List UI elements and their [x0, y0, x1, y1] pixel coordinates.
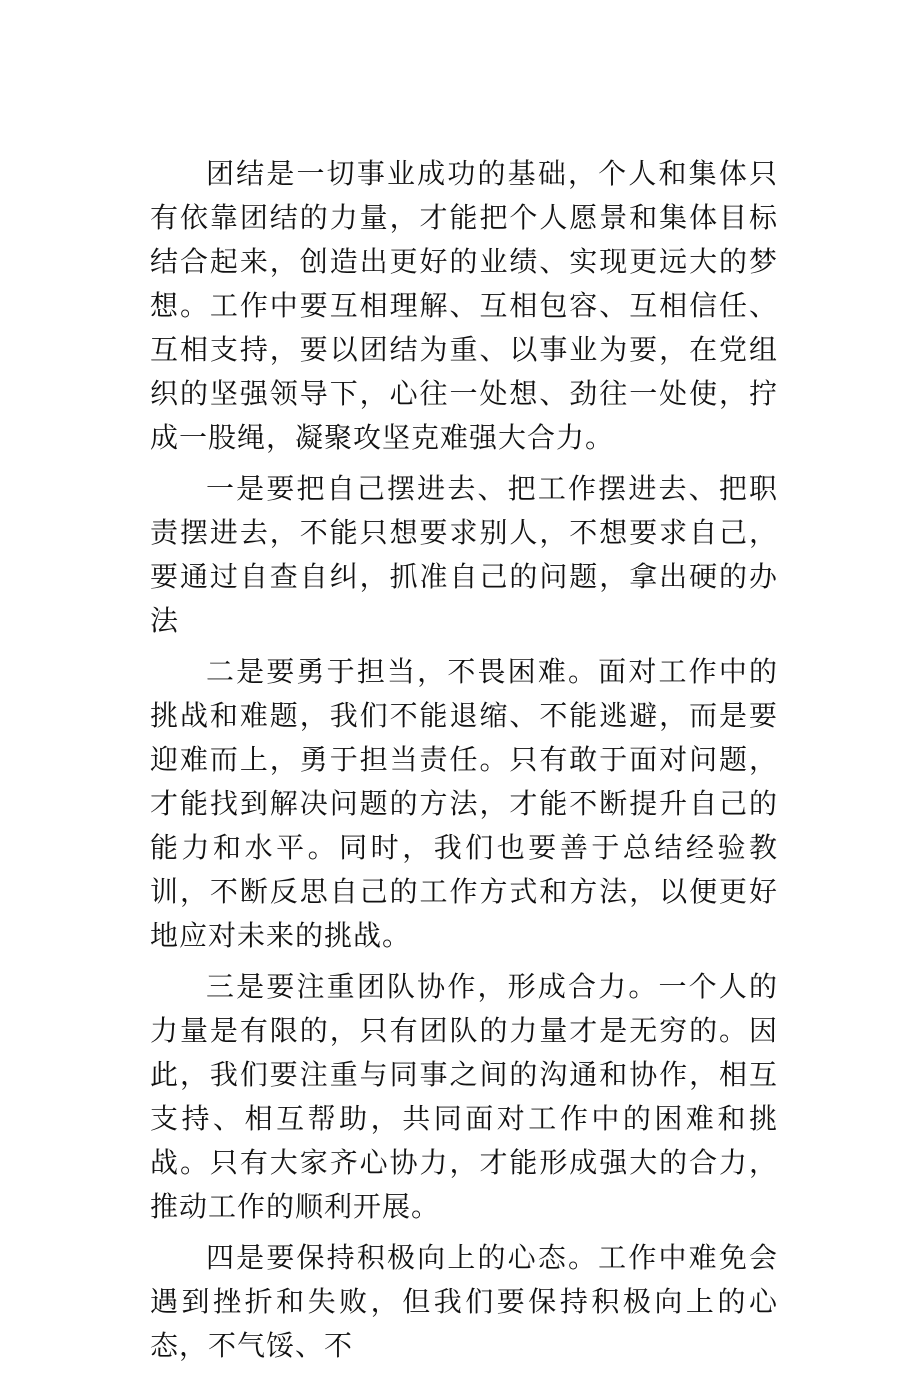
paragraph-point-three: 三是要注重团队协作，形成合力。一个人的力量是有限的，只有团队的力量才是无穷的。因此，我们要注重与同事之间的沟通和协作，相互支持、相互帮助，共同面对工作中的困难和挑战。只有大家齐心协力，才能形成强大的合力，推动工作的顺利开展。 [150, 970, 778, 1223]
paragraph-point-four: 四是要保持积极向上的心态。工作中难免会遇到挫折和失败，但我们要保持积极向上的心态，不气馁、不 [150, 1241, 778, 1362]
paragraph-point-one: 一是要把自己摆进去、把工作摆进去、把职责摆进去，不能只想要求别人，不想要求自己，要通过自查自纠，抓准自己的问题，拿出硬的办法 [150, 472, 778, 637]
paragraph-unity: 团结是一切事业成功的基础，个人和集体只有依靠团结的力量，才能把个人愿景和集体目标结合起来，创造出更好的业绩、实现更远大的梦想。工作中要互相理解、互相包容、互相信任、互相支持，要以团结为重、以事业为要，在党组织的坚强领导下，心往一处想、劲往一处使，拧成一股绳，凝聚攻坚克难强大合力。 [150, 157, 778, 454]
document-body [150, 152, 778, 1375]
paragraph-point-two: 二是要勇于担当，不畏困难。面对工作中的挑战和难题，我们不能退缩、不能逃避，而是要迎难而上，勇于担当责任。只有敢于面对问题，才能找到解决问题的方法，才能不断提升自己的能力和水平。同时，我们也要善于总结经验教训，不断反思自己的工作方式和方法，以便更好地应对未来的挑战。 [150, 655, 778, 952]
